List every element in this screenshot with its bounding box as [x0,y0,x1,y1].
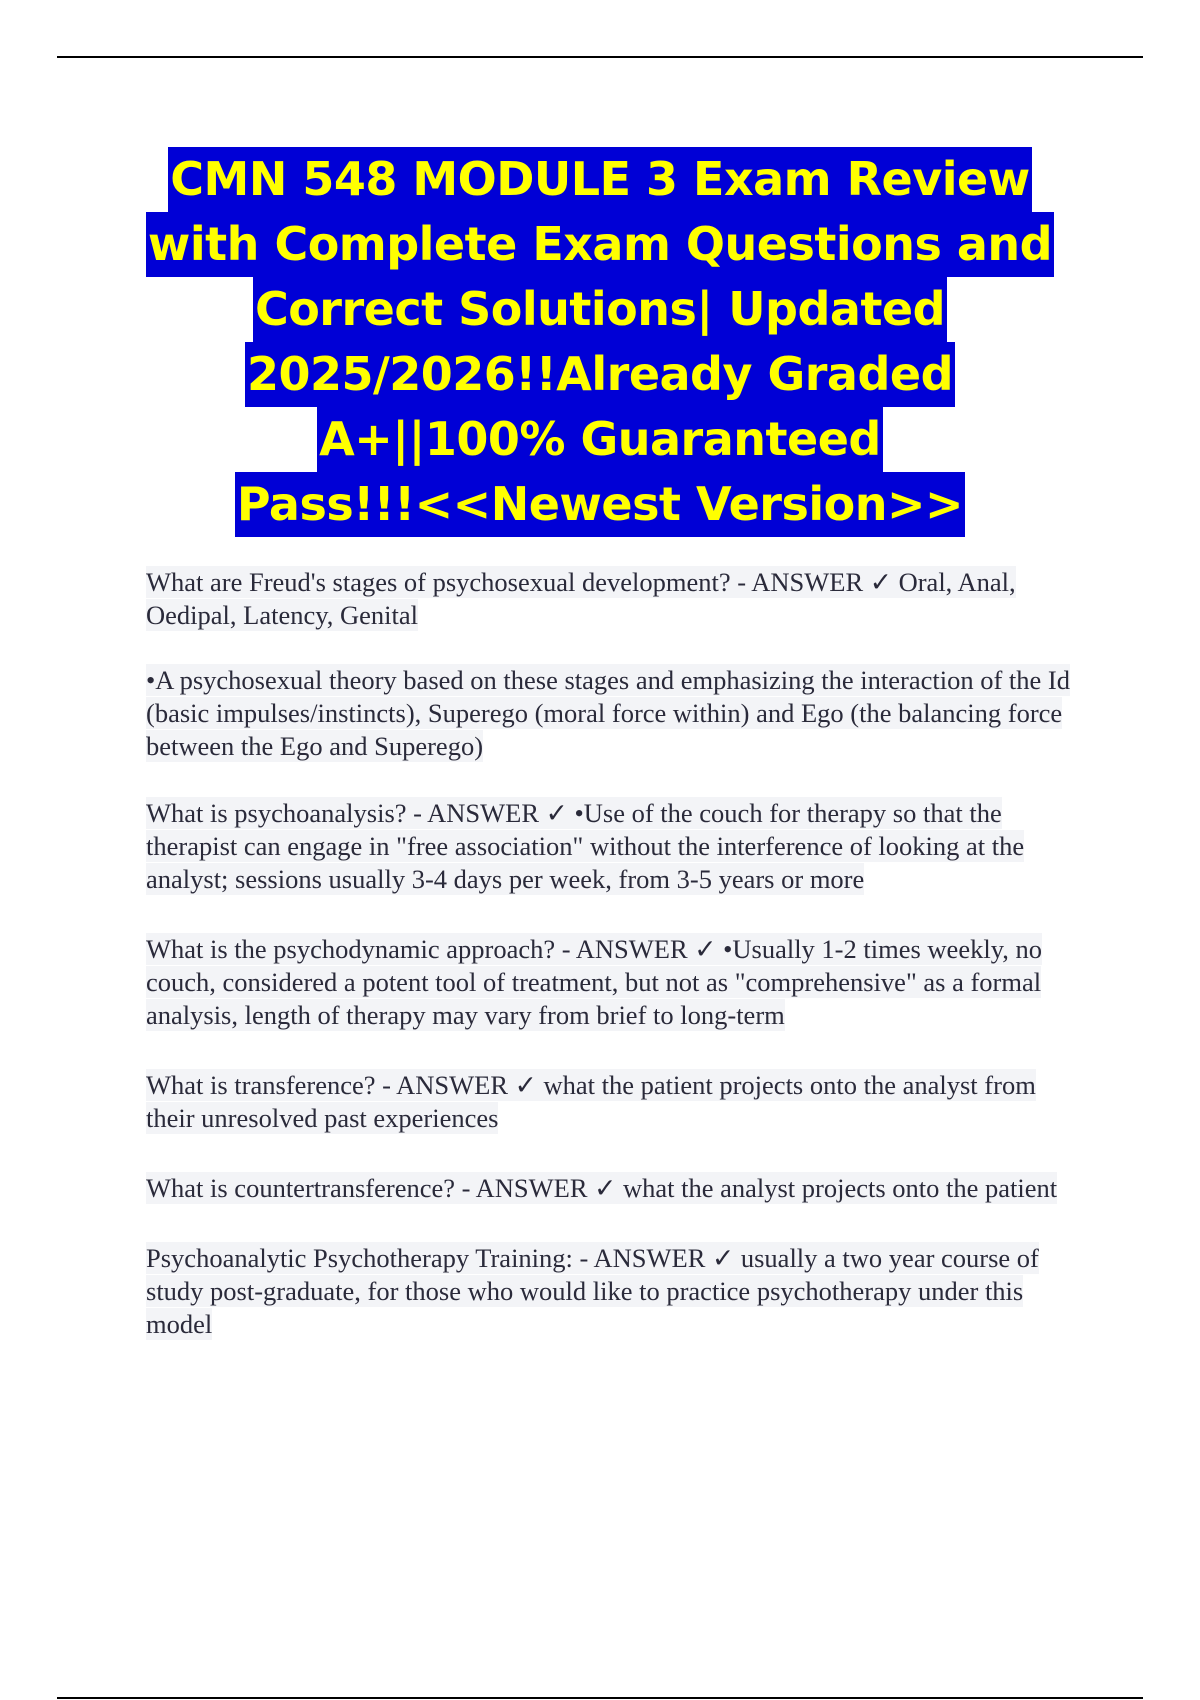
qa-paragraph [146,1069,1086,1135]
qa-paragraph [146,1242,1086,1341]
title-line: A+||100% Guaranteed [317,407,883,472]
qa-paragraph [146,1172,1086,1205]
qa-paragraph [146,566,1086,632]
top-rule [57,56,1143,58]
paragraph-text: What are Freud's stages of psychosexual development? - ANSWER ✓ Oral, Anal, Oedipal, Latency, Genital [146,567,1016,630]
paragraph-text: What is the psychodynamic approach? - ANSWER ✓ •Usually 1-2 times weekly, no couch, considered a potent tool of treatment, but not as "comprehensive" as a formal analysis, length of therapy may vary from brief to long-term [146,934,1042,1030]
paragraph-text: What is psychoanalysis? - ANSWER ✓ •Use of the couch for therapy so that the therapist can engage in "free association" without the interference of looking at the analyst; sessions usually 3-4 days per week, from 3-5 years or more [146,798,1025,894]
document-body [146,566,1086,1341]
document-title [0,147,1200,537]
bottom-rule [57,1697,1143,1699]
title-line: Correct Solutions| Updated [253,277,947,342]
qa-paragraph [146,797,1086,896]
qa-paragraph [146,664,1086,763]
title-line: CMN 548 MODULE 3 Exam Review [168,147,1031,212]
paragraph-text: Psychoanalytic Psychotherapy Training: - ANSWER ✓ usually a two year course of study post-graduate, for those who would like to practice psychotherapy under this model [146,1243,1039,1339]
title-line: with Complete Exam Questions and [146,212,1054,277]
title-line: Pass!!!<<Newest Version>> [235,472,965,537]
paragraph-text: What is countertransference? - ANSWER ✓ what the analyst projects onto the patient [146,1173,1058,1203]
title-line: 2025/2026!!Already Graded [245,342,955,407]
qa-paragraph [146,933,1086,1032]
paragraph-text: What is transference? - ANSWER ✓ what the patient projects onto the analyst from their unresolved past experiences [146,1070,1036,1133]
paragraph-text: •A psychosexual theory based on these stages and emphasizing the interaction of the Id (basic impulses/instincts), Superego (moral force within) and Ego (the balancing force between the Ego and Superego) [146,665,1071,761]
